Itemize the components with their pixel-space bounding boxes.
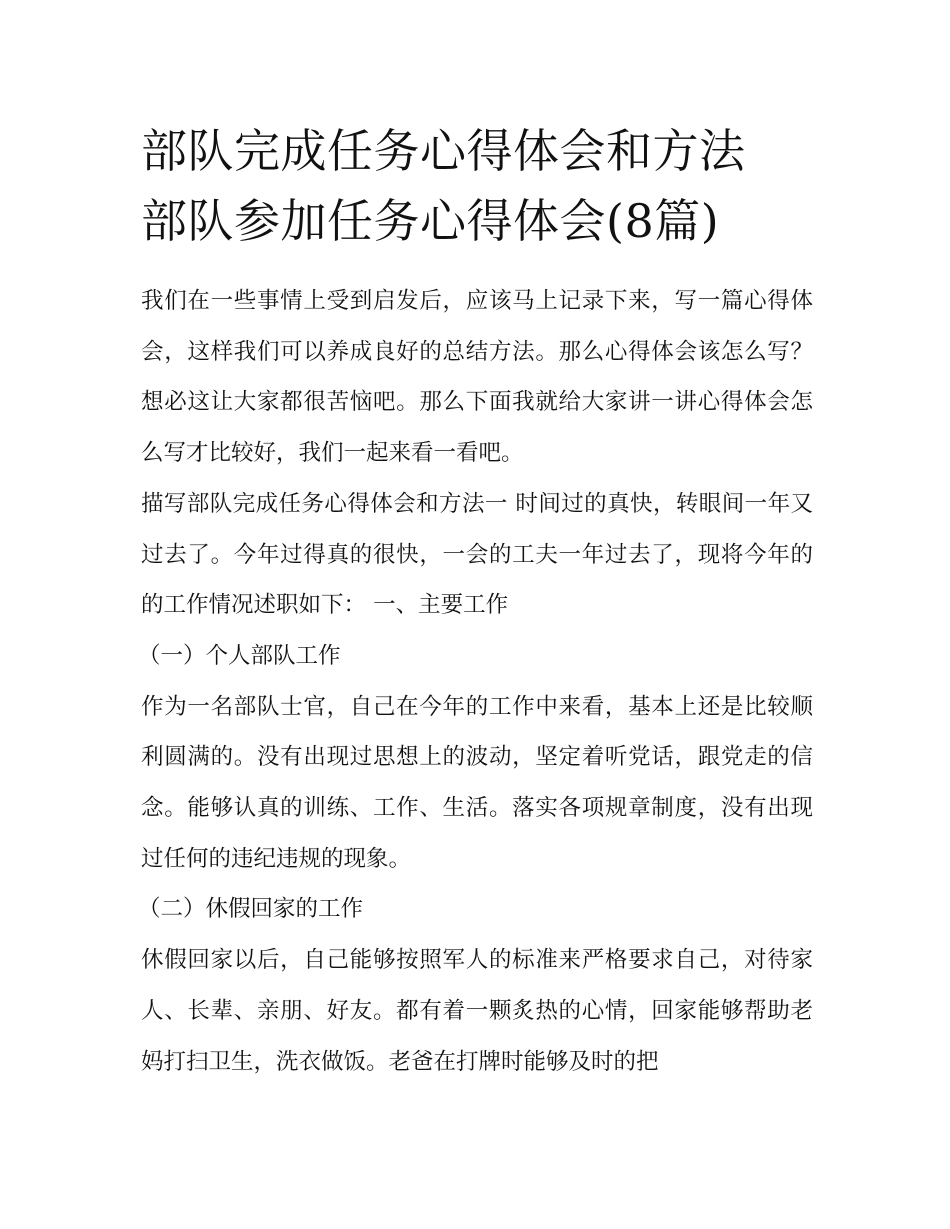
home-leave-paragraph: 休假回家以后，自己能够按照军人的标准来严格要求自己，对待家人、长辈、亲朋、好友。都有着一颗炙热的心情，回家能够帮助老妈打扫卫生，洗衣做饭。老爸在打牌时能够及时的把: [141, 947, 813, 1075]
intro-paragraph: 我们在一些事情上受到启发后，应该马上记录下来，写一篇心得体会，这样我们可以养成良好的总结方法。那么心得体会该怎么写？想必这让大家都很苦恼吧。那么下面我就给大家讲一讲心得体会怎么写才比较好，我们一起来看一看吧。: [141, 288, 813, 467]
title-line-1: 部队完成任务心得体会和方法: [141, 124, 746, 178]
subheading-personal-work: （一）个人部队工作: [138, 642, 341, 669]
document-title: [141, 116, 821, 256]
personal-work-paragraph: 作为一名部队士官，自己在今年的工作中来看，基本上还是比较顺利圆满的。没有出现过思想上的波动，坚定着听党话，跟党走的信念。能够认真的训练、工作、生活。落实各项规章制度，没有出现过任何的违纪违规的现象。: [141, 693, 813, 872]
title-line-2: 部队参加任务心得体会(8篇): [141, 194, 720, 248]
section-one-paragraph: 描写部队完成任务心得体会和方法一 时间过的真快，转眼间一年又过去了。今年过得真的很快，一会的工夫一年过去了，现将今年的的工作情况述职如下： 一、主要工作: [141, 490, 813, 619]
subheading-home-leave: （二）休假回家的工作: [138, 896, 364, 923]
document-body: [138, 276, 813, 1087]
